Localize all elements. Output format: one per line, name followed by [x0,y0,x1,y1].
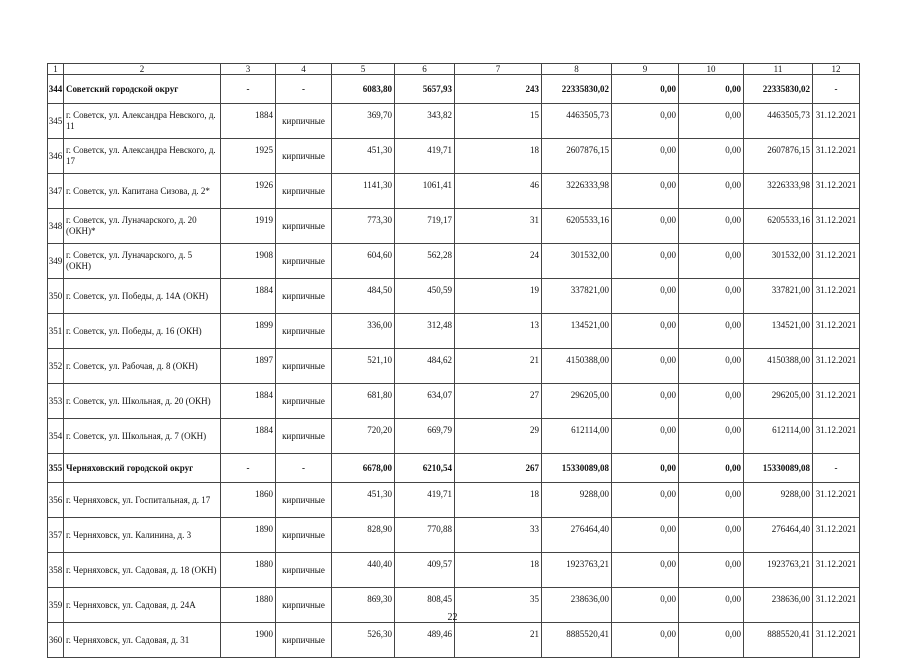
cell-cost-col10: 0,00 [679,483,744,518]
cell-address: г. Советск, ул. Капитана Сизова, д. 2* [64,174,221,209]
cell-residents: 243 [455,75,542,104]
cell-deadline: - [813,75,860,104]
cell-address: г. Советск, ул. Александра Невского, д. 17 [64,139,221,174]
cell-cost-col11: 9288,00 [744,483,813,518]
cell-cost-total: 8885520,41 [542,623,612,658]
table-row [48,623,860,658]
table-row [48,349,860,384]
cell-year-built: - [221,75,276,104]
cell-address: г. Советск, ул. Луначарского, д. 20 (ОКН)* [64,209,221,244]
cell-address: г. Черняховск, ул. Госпитальная, д. 17 [64,483,221,518]
cell-row-number: 352 [48,349,64,384]
cell-living-area: 808,45 [395,588,455,623]
column-header-11: 11 [744,64,813,75]
cell-cost-col9: 0,00 [612,174,679,209]
cell-residents: 24 [455,244,542,279]
cell-deadline: 31.12.2021 [813,279,860,314]
cell-cost-col9: 0,00 [612,75,679,104]
cell-address: г. Советск, ул. Школьная, д. 7 (ОКН) [64,419,221,454]
cell-cost-total: 15330089,08 [542,454,612,483]
cell-cost-total: 1923763,21 [542,553,612,588]
column-header-2: 2 [64,64,221,75]
cell-living-area: 419,71 [395,139,455,174]
cell-cost-col10: 0,00 [679,454,744,483]
cell-row-number: 355 [48,454,64,483]
cell-cost-col11: 4463505,73 [744,104,813,139]
cell-deadline: 31.12.2021 [813,553,860,588]
cell-total-area: 6083,80 [332,75,395,104]
cell-cost-total: 4150388,00 [542,349,612,384]
cell-address: г. Советск, ул. Победы, д. 14А (ОКН) [64,279,221,314]
cell-cost-col10: 0,00 [679,623,744,658]
cell-cost-col9: 0,00 [612,209,679,244]
column-header-3: 3 [221,64,276,75]
table-row [48,209,860,244]
cell-residents: 18 [455,553,542,588]
cell-total-area: 869,30 [332,588,395,623]
cell-residents: 19 [455,279,542,314]
cell-year-built: 1925 [221,139,276,174]
cell-living-area: 562,28 [395,244,455,279]
cell-cost-col11: 15330089,08 [744,454,813,483]
table-row [48,553,860,588]
cell-cost-col11: 238636,00 [744,588,813,623]
cell-address: г. Черняховск, ул. Калинина, д. 3 [64,518,221,553]
cell-row-number: 358 [48,553,64,588]
cell-year-built: 1926 [221,174,276,209]
cell-row-number: 359 [48,588,64,623]
cell-living-area: 409,57 [395,553,455,588]
cell-cost-col9: 0,00 [612,623,679,658]
cell-year-built: 1900 [221,623,276,658]
cell-year-built: 1919 [221,209,276,244]
cell-deadline: 31.12.2021 [813,483,860,518]
cell-cost-col10: 0,00 [679,314,744,349]
cell-living-area: 5657,93 [395,75,455,104]
cell-total-area: 526,30 [332,623,395,658]
cell-cost-col11: 337821,00 [744,279,813,314]
cell-year-built: 1884 [221,419,276,454]
cell-living-area: 770,88 [395,518,455,553]
column-header-5: 5 [332,64,395,75]
cell-year-built: 1884 [221,279,276,314]
cell-wall-material: кирпичные [276,174,332,209]
cell-residents: 15 [455,104,542,139]
column-header-1: 1 [48,64,64,75]
cell-deadline: 31.12.2021 [813,104,860,139]
cell-living-area: 419,71 [395,483,455,518]
cell-row-number: 356 [48,483,64,518]
cell-cost-col11: 301532,00 [744,244,813,279]
column-header-8: 8 [542,64,612,75]
cell-row-number: 346 [48,139,64,174]
cell-cost-col11: 296205,00 [744,384,813,419]
cell-address: г. Советск, ул. Рабочая, д. 8 (ОКН) [64,349,221,384]
cell-living-area: 450,59 [395,279,455,314]
cell-cost-col9: 0,00 [612,314,679,349]
cell-cost-col9: 0,00 [612,518,679,553]
cell-wall-material: кирпичные [276,588,332,623]
cell-total-area: 521,10 [332,349,395,384]
cell-residents: 31 [455,209,542,244]
cell-deadline: - [813,454,860,483]
cell-cost-col10: 0,00 [679,419,744,454]
cell-year-built: 1890 [221,518,276,553]
cell-cost-col11: 2607876,15 [744,139,813,174]
table-row [48,104,860,139]
cell-cost-total: 134521,00 [542,314,612,349]
cell-cost-col10: 0,00 [679,279,744,314]
cell-wall-material: кирпичные [276,518,332,553]
cell-wall-material: кирпичные [276,139,332,174]
table-row [48,279,860,314]
cell-cost-col11: 134521,00 [744,314,813,349]
cell-row-number: 349 [48,244,64,279]
cell-living-area: 669,79 [395,419,455,454]
cell-total-area: 773,30 [332,209,395,244]
cell-cost-total: 3226333,98 [542,174,612,209]
cell-residents: 18 [455,483,542,518]
cell-cost-col9: 0,00 [612,244,679,279]
cell-cost-total: 22335830,02 [542,75,612,104]
cell-cost-total: 4463505,73 [542,104,612,139]
column-header-4: 4 [276,64,332,75]
cell-cost-col10: 0,00 [679,174,744,209]
cell-cost-col11: 3226333,98 [744,174,813,209]
cell-deadline: 31.12.2021 [813,588,860,623]
cell-year-built: 1908 [221,244,276,279]
cell-address: г. Черняховск, ул. Садовая, д. 24А [64,588,221,623]
table-header-row [48,64,860,75]
cell-residents: 13 [455,314,542,349]
cell-deadline: 31.12.2021 [813,174,860,209]
cell-year-built: 1880 [221,588,276,623]
table-row [48,483,860,518]
cell-cost-col9: 0,00 [612,588,679,623]
cell-wall-material: кирпичные [276,314,332,349]
cell-living-area: 1061,41 [395,174,455,209]
cell-wall-material: - [276,75,332,104]
cell-row-number: 351 [48,314,64,349]
cell-total-area: 336,00 [332,314,395,349]
cell-address: г. Советск, ул. Александра Невского, д. 11 [64,104,221,139]
cell-cost-col11: 1923763,21 [744,553,813,588]
cell-wall-material: кирпичные [276,419,332,454]
cell-row-number: 347 [48,174,64,209]
cell-address: г. Черняховск, ул. Садовая, д. 31 [64,623,221,658]
cell-year-built: 1897 [221,349,276,384]
cell-cost-col11: 276464,40 [744,518,813,553]
column-header-10: 10 [679,64,744,75]
cell-total-area: 369,70 [332,104,395,139]
cell-year-built: - [221,454,276,483]
cell-address: г. Советск, ул. Школьная, д. 20 (ОКН) [64,384,221,419]
cell-cost-col10: 0,00 [679,349,744,384]
cell-cost-col11: 4150388,00 [744,349,813,384]
cell-wall-material: кирпичные [276,279,332,314]
cell-address: Советский городской округ [64,75,221,104]
cell-cost-col9: 0,00 [612,483,679,518]
cell-residents: 267 [455,454,542,483]
table-row [48,419,860,454]
cell-living-area: 719,17 [395,209,455,244]
cell-deadline: 31.12.2021 [813,419,860,454]
cell-total-area: 681,80 [332,384,395,419]
cell-total-area: 604,60 [332,244,395,279]
cell-deadline: 31.12.2021 [813,139,860,174]
cell-residents: 18 [455,139,542,174]
cell-total-area: 720,20 [332,419,395,454]
cell-wall-material: - [276,454,332,483]
column-header-9: 9 [612,64,679,75]
cell-cost-col9: 0,00 [612,419,679,454]
cell-residents: 29 [455,419,542,454]
cell-row-number: 360 [48,623,64,658]
cell-deadline: 31.12.2021 [813,384,860,419]
cell-row-number: 345 [48,104,64,139]
cell-total-area: 828,90 [332,518,395,553]
cell-cost-total: 612114,00 [542,419,612,454]
cell-cost-col10: 0,00 [679,75,744,104]
table-row [48,244,860,279]
cell-cost-col9: 0,00 [612,384,679,419]
cell-row-number: 344 [48,75,64,104]
cell-year-built: 1880 [221,553,276,588]
cell-row-number: 353 [48,384,64,419]
column-header-6: 6 [395,64,455,75]
cell-total-area: 6678,00 [332,454,395,483]
cell-year-built: 1884 [221,384,276,419]
group-row [48,75,860,104]
cell-cost-col9: 0,00 [612,104,679,139]
cell-wall-material: кирпичные [276,623,332,658]
cell-wall-material: кирпичные [276,104,332,139]
cell-wall-material: кирпичные [276,244,332,279]
cell-living-area: 6210,54 [395,454,455,483]
cell-residents: 33 [455,518,542,553]
cell-wall-material: кирпичные [276,209,332,244]
cell-row-number: 348 [48,209,64,244]
cell-cost-col10: 0,00 [679,553,744,588]
page-number: 22 [447,612,458,623]
table-row [48,174,860,209]
cell-cost-col10: 0,00 [679,518,744,553]
cell-address: г. Черняховск, ул. Садовая, д. 18 (ОКН) [64,553,221,588]
column-header-7: 7 [455,64,542,75]
cell-wall-material: кирпичные [276,349,332,384]
cell-year-built: 1884 [221,104,276,139]
cell-total-area: 484,50 [332,279,395,314]
cell-row-number: 354 [48,419,64,454]
cell-cost-total: 6205533,16 [542,209,612,244]
cell-cost-col9: 0,00 [612,139,679,174]
cell-cost-total: 337821,00 [542,279,612,314]
cell-wall-material: кирпичные [276,553,332,588]
cell-living-area: 484,62 [395,349,455,384]
cell-living-area: 489,46 [395,623,455,658]
cell-residents: 21 [455,349,542,384]
cell-wall-material: кирпичные [276,483,332,518]
cell-cost-col11: 22335830,02 [744,75,813,104]
cell-cost-col11: 6205533,16 [744,209,813,244]
cell-cost-col9: 0,00 [612,454,679,483]
cell-deadline: 31.12.2021 [813,244,860,279]
cell-living-area: 634,07 [395,384,455,419]
cell-wall-material: кирпичные [276,384,332,419]
cell-cost-total: 2607876,15 [542,139,612,174]
table-row [48,518,860,553]
column-header-12: 12 [813,64,860,75]
cell-year-built: 1860 [221,483,276,518]
cell-cost-col11: 612114,00 [744,419,813,454]
cell-residents: 35 [455,588,542,623]
cell-address: г. Советск, ул. Луначарского, д. 5 (ОКН) [64,244,221,279]
cell-cost-col10: 0,00 [679,139,744,174]
cell-row-number: 350 [48,279,64,314]
group-row [48,454,860,483]
cell-cost-total: 9288,00 [542,483,612,518]
cell-living-area: 343,82 [395,104,455,139]
cell-total-area: 451,30 [332,483,395,518]
cell-deadline: 31.12.2021 [813,623,860,658]
cell-row-number: 357 [48,518,64,553]
cell-cost-total: 276464,40 [542,518,612,553]
table-row [48,139,860,174]
cell-total-area: 451,30 [332,139,395,174]
cell-address: г. Советск, ул. Победы, д. 16 (ОКН) [64,314,221,349]
cell-cost-total: 238636,00 [542,588,612,623]
cell-cost-col9: 0,00 [612,553,679,588]
cell-cost-col10: 0,00 [679,244,744,279]
cell-residents: 27 [455,384,542,419]
register-table [47,63,860,658]
table-row [48,314,860,349]
cell-total-area: 1141,30 [332,174,395,209]
cell-deadline: 31.12.2021 [813,349,860,384]
cell-address: Черняховский городской округ [64,454,221,483]
cell-residents: 46 [455,174,542,209]
cell-cost-total: 301532,00 [542,244,612,279]
cell-living-area: 312,48 [395,314,455,349]
cell-cost-col10: 0,00 [679,588,744,623]
table-row [48,384,860,419]
cell-residents: 21 [455,623,542,658]
cell-cost-col9: 0,00 [612,349,679,384]
cell-cost-total: 296205,00 [542,384,612,419]
cell-deadline: 31.12.2021 [813,209,860,244]
cell-cost-col9: 0,00 [612,279,679,314]
cell-total-area: 440,40 [332,553,395,588]
cell-cost-col10: 0,00 [679,384,744,419]
cell-deadline: 31.12.2021 [813,518,860,553]
cell-deadline: 31.12.2021 [813,314,860,349]
cell-cost-col10: 0,00 [679,209,744,244]
cell-cost-col11: 8885520,41 [744,623,813,658]
cell-cost-col10: 0,00 [679,104,744,139]
cell-year-built: 1899 [221,314,276,349]
